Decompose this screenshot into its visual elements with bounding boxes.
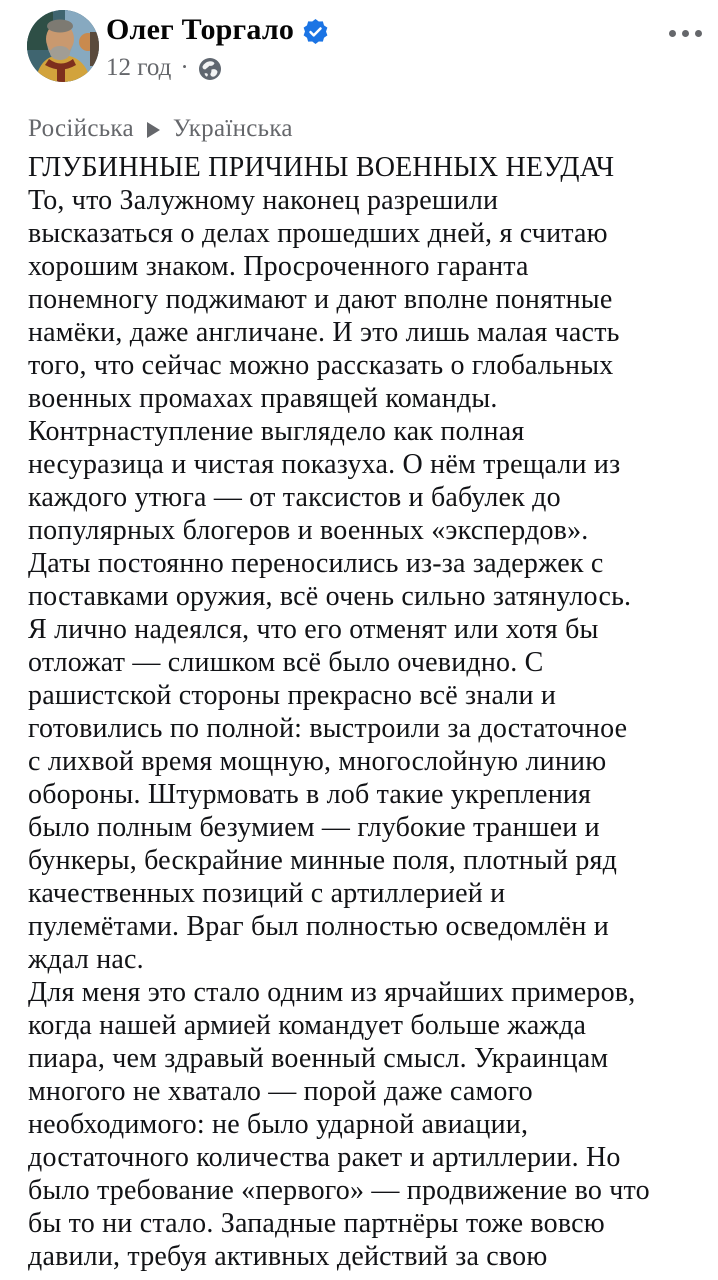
- post-text-line: поставками оружия, всё очень сильно затянулось.: [28, 581, 632, 612]
- post-text-line: Я лично надеялся, что его отменят или хотя бы: [28, 614, 599, 645]
- post-meta: [106, 54, 328, 82]
- post-text-line: качественных позиций с артиллерией и: [28, 878, 506, 909]
- post-text-line: пулемётами. Враг был полностью осведомлён и: [28, 911, 609, 942]
- dot-icon: [669, 30, 676, 37]
- post-text-line: Контрнаступление выглядело как полная: [28, 416, 525, 447]
- post-text-line: готовились по полной: выстроили за достаточное: [28, 713, 628, 744]
- post-body: [28, 184, 698, 1273]
- header-text: [106, 10, 328, 82]
- post-text-line: давили, требуя активных действий за свою: [28, 1241, 548, 1272]
- post-text-line: с лихвой время мощную, многослойную линию: [28, 746, 607, 777]
- timestamp[interactable]: 12 год: [106, 54, 172, 81]
- badge-seal: [304, 19, 328, 44]
- post-text-line: высказаться о делах прошедших дней, я считаю: [28, 218, 608, 249]
- translation-bar[interactable]: [28, 115, 293, 143]
- author-name-row: [106, 10, 328, 50]
- post-text-line: Даты постоянно переносились из-за задержек с: [28, 548, 604, 579]
- dot-icon: [682, 30, 689, 37]
- play-arrow-icon: [147, 122, 160, 138]
- post-text-line: бы то ни стало. Западные партнёры тоже вовсю: [28, 1208, 605, 1239]
- post-text-line: несуразица и чистая показуха. О нём трещали из: [28, 449, 621, 480]
- verified-badge-icon: [303, 19, 328, 44]
- post-text-line: каждого утюга — от таксистов и бабулек до: [28, 482, 561, 513]
- author-name[interactable]: Олег Торгало: [106, 13, 295, 46]
- post-text-line: многого не хватало — порой даже самого: [28, 1076, 533, 1107]
- post-text-line: было требование «первого» — продвижение во что: [28, 1175, 650, 1206]
- post-text-line: намёки, даже англичане. И это лишь малая часть: [28, 317, 620, 348]
- post-title: ГЛУБИННЫЕ ПРИЧИНЫ ВОЕННЫХ НЕУДАЧ: [28, 152, 615, 183]
- post-text-line: рашистской стороны прекрасно всё знали и: [28, 680, 557, 711]
- post-text-line: популярных блогеров и военных «экспердов».: [28, 515, 589, 546]
- post-text-line: Для меня это стало одним из ярчайших примеров,: [28, 977, 636, 1008]
- post-text-line: обороны. Штурмовать в лоб такие укрепления: [28, 779, 592, 810]
- post-text: [28, 151, 698, 1280]
- post-text-line: было полным безумием — глубокие траншеи и: [28, 812, 600, 843]
- post-text-line: пиара, чем здравый военный смысл. Украинцам: [28, 1043, 609, 1074]
- target-language-label: Українська: [172, 115, 293, 142]
- avatar-photo: [27, 10, 99, 82]
- post-text-line: необходимого: не было ударной авиации,: [28, 1109, 529, 1140]
- post-text-line: военных промахах правящей команды.: [28, 383, 498, 414]
- post-text-line: хорошим знаком. Просроченного гаранта: [28, 251, 529, 282]
- post-text-line: когда нашей армией командует больше жажда: [28, 1010, 587, 1041]
- post-text-line: То, что Залужному наконец разрешили: [28, 185, 499, 216]
- post-text-line: достаточного количества ракет и артиллерии. Но: [28, 1142, 621, 1173]
- globe-icon: [198, 57, 222, 81]
- post-text-line: того, что сейчас можно рассказать о глобальных: [28, 350, 614, 381]
- source-language-label: Російська: [28, 115, 134, 142]
- dot-icon: [695, 30, 702, 37]
- meta-separator: ·: [180, 54, 189, 81]
- post-text-line: понемногу поджимают и дают вполне понятные: [28, 284, 613, 315]
- post-header: [27, 10, 704, 96]
- post-text-line: отложат — слишком всё было очевидно. С: [28, 647, 544, 678]
- post-text-line: бункеры, бескрайние минные поля, плотный ряд: [28, 845, 618, 876]
- avatar[interactable]: [27, 10, 99, 82]
- post-text-line: ждал нас.: [28, 944, 144, 975]
- more-options-button[interactable]: [667, 22, 704, 45]
